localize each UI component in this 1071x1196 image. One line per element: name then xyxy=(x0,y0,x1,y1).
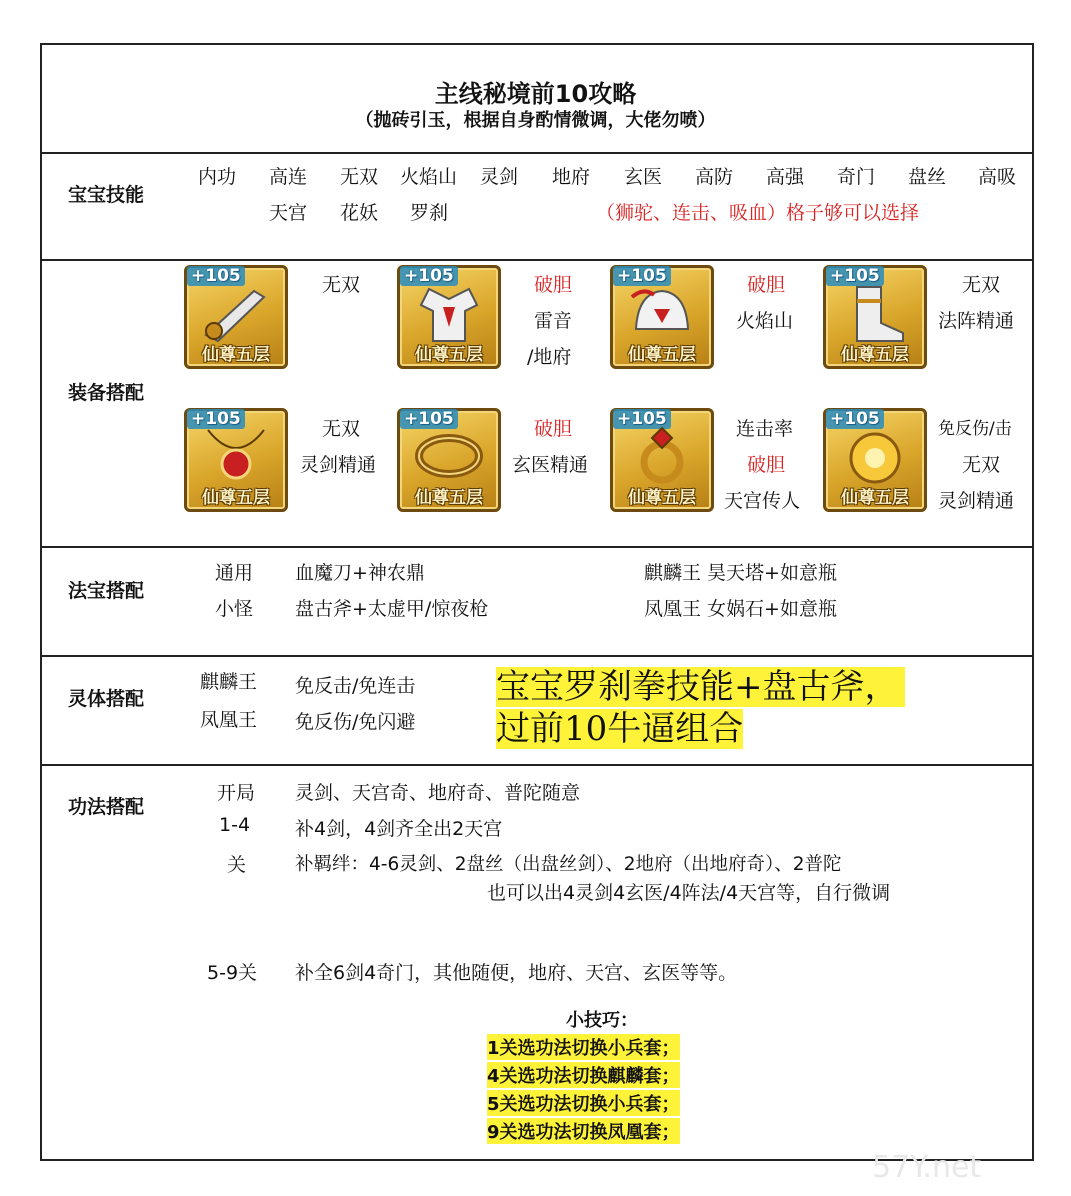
row-value: 补羁绊：4-6灵剑、2盘丝（出盘丝剑）、2地府（出地府奇）、2普陀 xyxy=(295,854,842,875)
tier-label: 仙尊五层 xyxy=(415,488,483,508)
equipment-slot[interactable] xyxy=(610,265,714,369)
row-key: 麒麟王 xyxy=(200,671,258,693)
equipment-slot[interactable] xyxy=(397,408,501,512)
row-value: 灵剑、天宫奇、地府奇、普陀随意 xyxy=(295,782,581,804)
divider xyxy=(40,152,1034,154)
tier-label: 仙尊五层 xyxy=(628,488,696,508)
highlight-line: 宝宝罗刹拳技能+盘古斧， xyxy=(496,667,905,707)
sword-icon xyxy=(198,283,274,343)
tier-label: 仙尊五层 xyxy=(202,345,270,365)
equipment-attr: 无双 xyxy=(322,274,361,296)
equipment-slot[interactable] xyxy=(823,265,927,369)
skill-note: （狮驼、连击、吸血）格子够可以选择 xyxy=(596,202,920,224)
watermark: 57Y.net xyxy=(872,1150,982,1185)
level-badge: +105 xyxy=(400,266,458,286)
skill-item: 灵剑 xyxy=(480,166,519,188)
helmet-icon xyxy=(624,283,700,343)
amulet-icon xyxy=(837,426,913,486)
skill-item: 地府 xyxy=(552,166,591,188)
row-value: 凤凰王 女娲石+如意瓶 xyxy=(644,598,837,620)
equipment-slot[interactable] xyxy=(184,408,288,512)
row-key: 通用 xyxy=(215,562,254,584)
divider xyxy=(40,764,1034,766)
equipment-slot[interactable] xyxy=(610,408,714,512)
equipment-slot[interactable] xyxy=(823,408,927,512)
equipment-attr: 破胆 xyxy=(534,418,573,440)
skill-item: 天宫 xyxy=(269,202,308,224)
divider xyxy=(40,259,1034,261)
section-label-spirit: 灵体搭配 xyxy=(68,688,145,710)
row-value: 也可以出4灵剑4玄医/4阵法/4天宫等，自行微调 xyxy=(487,882,891,904)
level-badge: +105 xyxy=(826,409,884,429)
tier-label: 仙尊五层 xyxy=(415,345,483,365)
tips-title: 小技巧： xyxy=(566,1010,638,1031)
row-value: 免反伤/免闪避 xyxy=(295,711,416,733)
skill-item: 高强 xyxy=(766,166,805,188)
skill-item: 奇门 xyxy=(837,166,876,188)
equipment-attr: 灵剑精通 xyxy=(938,490,1015,512)
highlight-tip xyxy=(496,666,905,750)
row-value: 血魔刀+神农鼎 xyxy=(295,562,425,584)
equipment-slot[interactable] xyxy=(184,265,288,369)
section-label-pet-skills: 宝宝技能 xyxy=(68,184,145,206)
skill-item: 内功 xyxy=(198,166,237,188)
armor-icon xyxy=(411,283,487,343)
skill-item: 高连 xyxy=(269,166,308,188)
equipment-attr: 无双 xyxy=(962,454,1001,476)
tip-item: 4关选功法切换麒麟套； xyxy=(487,1062,680,1088)
row-key: 1-4 xyxy=(219,814,251,836)
equipment-attr: 破胆 xyxy=(534,274,573,296)
necklace-icon xyxy=(198,426,274,486)
tip-item: 5关选功法切换小兵套； xyxy=(487,1090,680,1116)
equipment-attr: 无双 xyxy=(962,274,1001,296)
page-subtitle: （抛砖引玉，根据自身酌情微调，大佬勿喷） xyxy=(355,110,716,131)
level-badge: +105 xyxy=(613,409,671,429)
tip-item: 9关选功法切换凤凰套； xyxy=(487,1118,680,1144)
equipment-attr: 连击率 xyxy=(736,418,794,440)
row-value: 盘古斧+太虚甲/惊夜枪 xyxy=(295,598,489,620)
level-badge: +105 xyxy=(826,266,884,286)
row-value: 补全6剑4奇门，其他随便，地府、天宫、玄医等等。 xyxy=(295,962,738,984)
boots-icon xyxy=(837,283,913,343)
section-label-treasure: 法宝搭配 xyxy=(68,580,145,602)
row-key: 小怪 xyxy=(215,598,254,620)
tier-label: 仙尊五层 xyxy=(841,345,909,365)
equipment-attr: 破胆 xyxy=(747,274,786,296)
row-value: 补4剑，4剑齐全出2天宫 xyxy=(295,818,503,840)
equipment-attr: 法阵精通 xyxy=(938,310,1015,332)
equipment-attr: 无双 xyxy=(322,418,361,440)
tip-item: 1关选功法切换小兵套； xyxy=(487,1034,680,1060)
section-label-equipment: 装备搭配 xyxy=(68,382,145,404)
equipment-attr: 火焰山 xyxy=(736,310,794,332)
highlight-line: 过前10牛逼组合 xyxy=(496,709,744,749)
skill-item: 花妖 xyxy=(340,202,379,224)
level-badge: +105 xyxy=(187,409,245,429)
equipment-attr: 雷音 xyxy=(534,310,573,332)
row-value: 免反击/免连击 xyxy=(295,675,416,697)
belt-icon xyxy=(411,426,487,486)
equipment-attr: 天宫传人 xyxy=(724,490,801,512)
equipment-attr: 灵剑精通 xyxy=(300,454,377,476)
ring-icon xyxy=(624,426,700,486)
skill-item: 高吸 xyxy=(978,166,1017,188)
equipment-attr: 免反伤/击 xyxy=(938,419,1012,439)
skill-item: 无双 xyxy=(340,166,379,188)
skill-item: 盘丝 xyxy=(908,166,947,188)
level-badge: +105 xyxy=(613,266,671,286)
equipment-slot[interactable] xyxy=(397,265,501,369)
level-badge: +105 xyxy=(400,409,458,429)
equipment-attr: 破胆 xyxy=(747,454,786,476)
skill-item: 高防 xyxy=(695,166,734,188)
tier-label: 仙尊五层 xyxy=(841,488,909,508)
divider xyxy=(40,655,1034,657)
level-badge: +105 xyxy=(187,266,245,286)
section-label-skills: 功法搭配 xyxy=(68,796,145,818)
row-key: 5-9关 xyxy=(207,962,258,984)
skill-item: 火焰山 xyxy=(400,166,458,188)
equipment-attr: 玄医精通 xyxy=(512,454,589,476)
skill-item: 玄医 xyxy=(624,166,663,188)
divider xyxy=(40,546,1034,548)
tier-label: 仙尊五层 xyxy=(202,488,270,508)
row-key: 凤凰王 xyxy=(200,709,258,731)
row-key: 关 xyxy=(227,854,247,876)
skill-item: 罗刹 xyxy=(410,202,449,224)
tier-label: 仙尊五层 xyxy=(628,345,696,365)
row-key: 开局 xyxy=(217,782,256,804)
page-title: 主线秘境前10攻略 xyxy=(434,80,637,108)
row-value: 麒麟王 昊天塔+如意瓶 xyxy=(644,562,837,584)
equipment-attr: /地府 xyxy=(527,346,572,368)
